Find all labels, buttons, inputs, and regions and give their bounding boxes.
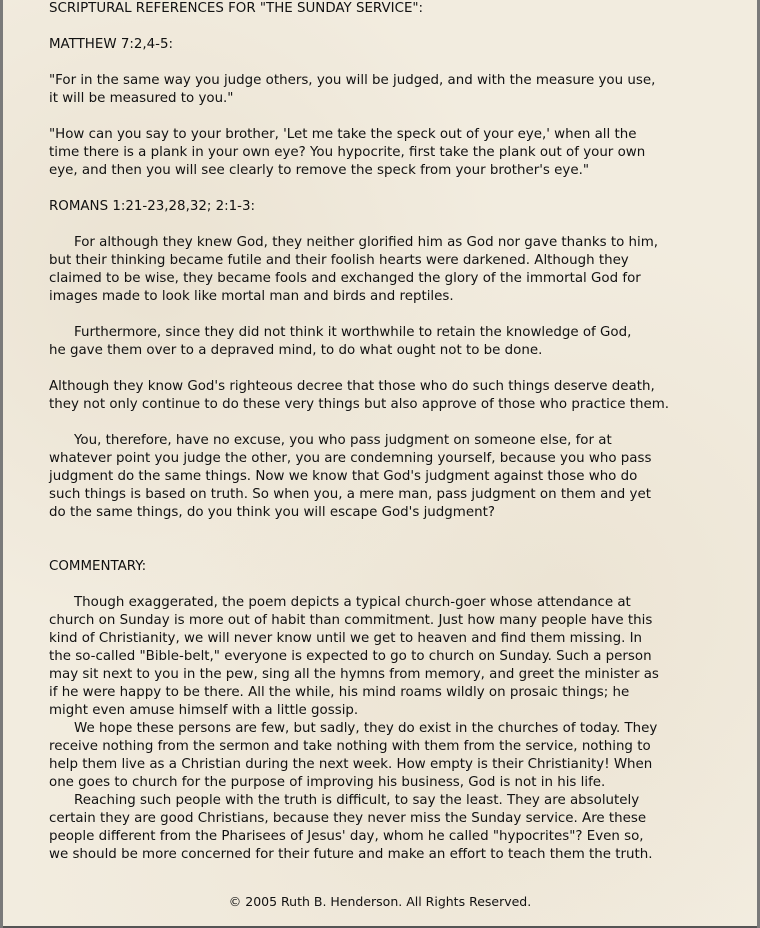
romans-reference: ROMANS 1:21-23,28,32; 2:1-3: bbox=[49, 199, 256, 214]
romans-paragraph-3: Although they know God's righteous decree that those who do such things deserve death, they not only continue to do these very things but also approve of those who practice them. bbox=[49, 379, 670, 412]
page-heading: SCRIPTURAL REFERENCES FOR "THE SUNDAY SERVICE": bbox=[49, 1, 424, 16]
commentary-title: COMMENTARY: bbox=[49, 559, 147, 574]
romans-paragraph-2: Furthermore, since they did not think it worthwhile to retain the knowledge of God, he gave them over to a depraved mind, to do what ought not to be done. bbox=[49, 325, 632, 358]
matthew-paragraph-2: "How can you say to your brother, 'Let me take the speck out of your eye,' when all the time there is a plank in your own eye? You hypocrite, first take the plank out of your own eye, and then you will see clearly to remove the speck from your brother's eye." bbox=[49, 127, 646, 178]
copyright-notice: © 2005 Ruth B. Henderson. All Rights Reserved. bbox=[228, 894, 532, 909]
commentary-paragraph-3: Reaching such people with the truth is difficult, to say the least. They are absolutely certain they are good Christians, because they never miss the Sunday service. Are these people different from the Pharisees of Jesus' day, whom he called "hypocrites"? Even so, we should be more concerned for their future and make an effort to teach them the truth. bbox=[49, 793, 653, 862]
document-page bbox=[3, 0, 757, 928]
romans-paragraph-1: For although they knew God, they neither glorified him as God nor gave thanks to him, but their thinking became futile and their foolish hearts were darkened. Although they claimed to be wise, they became fools and exchanged the glory of the immortal God for images made to look like mortal man and birds and reptiles. bbox=[49, 235, 659, 304]
romans-paragraph-4: You, therefore, have no excuse, you who pass judgment on someone else, for at whatever point you judge the other, you are condemning yourself, because you who pass judgment do the same things. Now we know that God's judgment against those who do such things is based on truth. So when you, a mere man, pass judgment on them and yet do the same things, do you think you will escape God's judgment? bbox=[49, 433, 652, 520]
matthew-reference: MATTHEW 7:2,4-5: bbox=[49, 37, 174, 52]
commentary-paragraph-1: Though exaggerated, the poem depicts a typical church-goer whose attendance at church on Sunday is more out of habit than commitment. Just how many people have this kind of Christianity, we will never know until we get to heaven and find them missing. In the so-called "Bible-belt," everyone is expected to go to church on Sunday. Such a person may sit next to you in the pew, sing all the hymns from memory, and greet the minister as if he were happy to be there. All the while, his mind roams wildly on prosaic things; he might even amuse himself with a little gossip. bbox=[49, 595, 659, 718]
matthew-paragraph-1: "For in the same way you judge others, you will be judged, and with the measure you use, it will be measured to you." bbox=[49, 73, 656, 106]
document-content bbox=[49, 0, 739, 864]
commentary-paragraph-2: We hope these persons are few, but sadly, they do exist in the churches of today. They receive nothing from the sermon and take nothing with them from the service, nothing to help them live as a Christian during the next week. How empty is their Christianity! When one goes to church for the purpose of improving his business, God is not in his life. bbox=[49, 721, 658, 790]
